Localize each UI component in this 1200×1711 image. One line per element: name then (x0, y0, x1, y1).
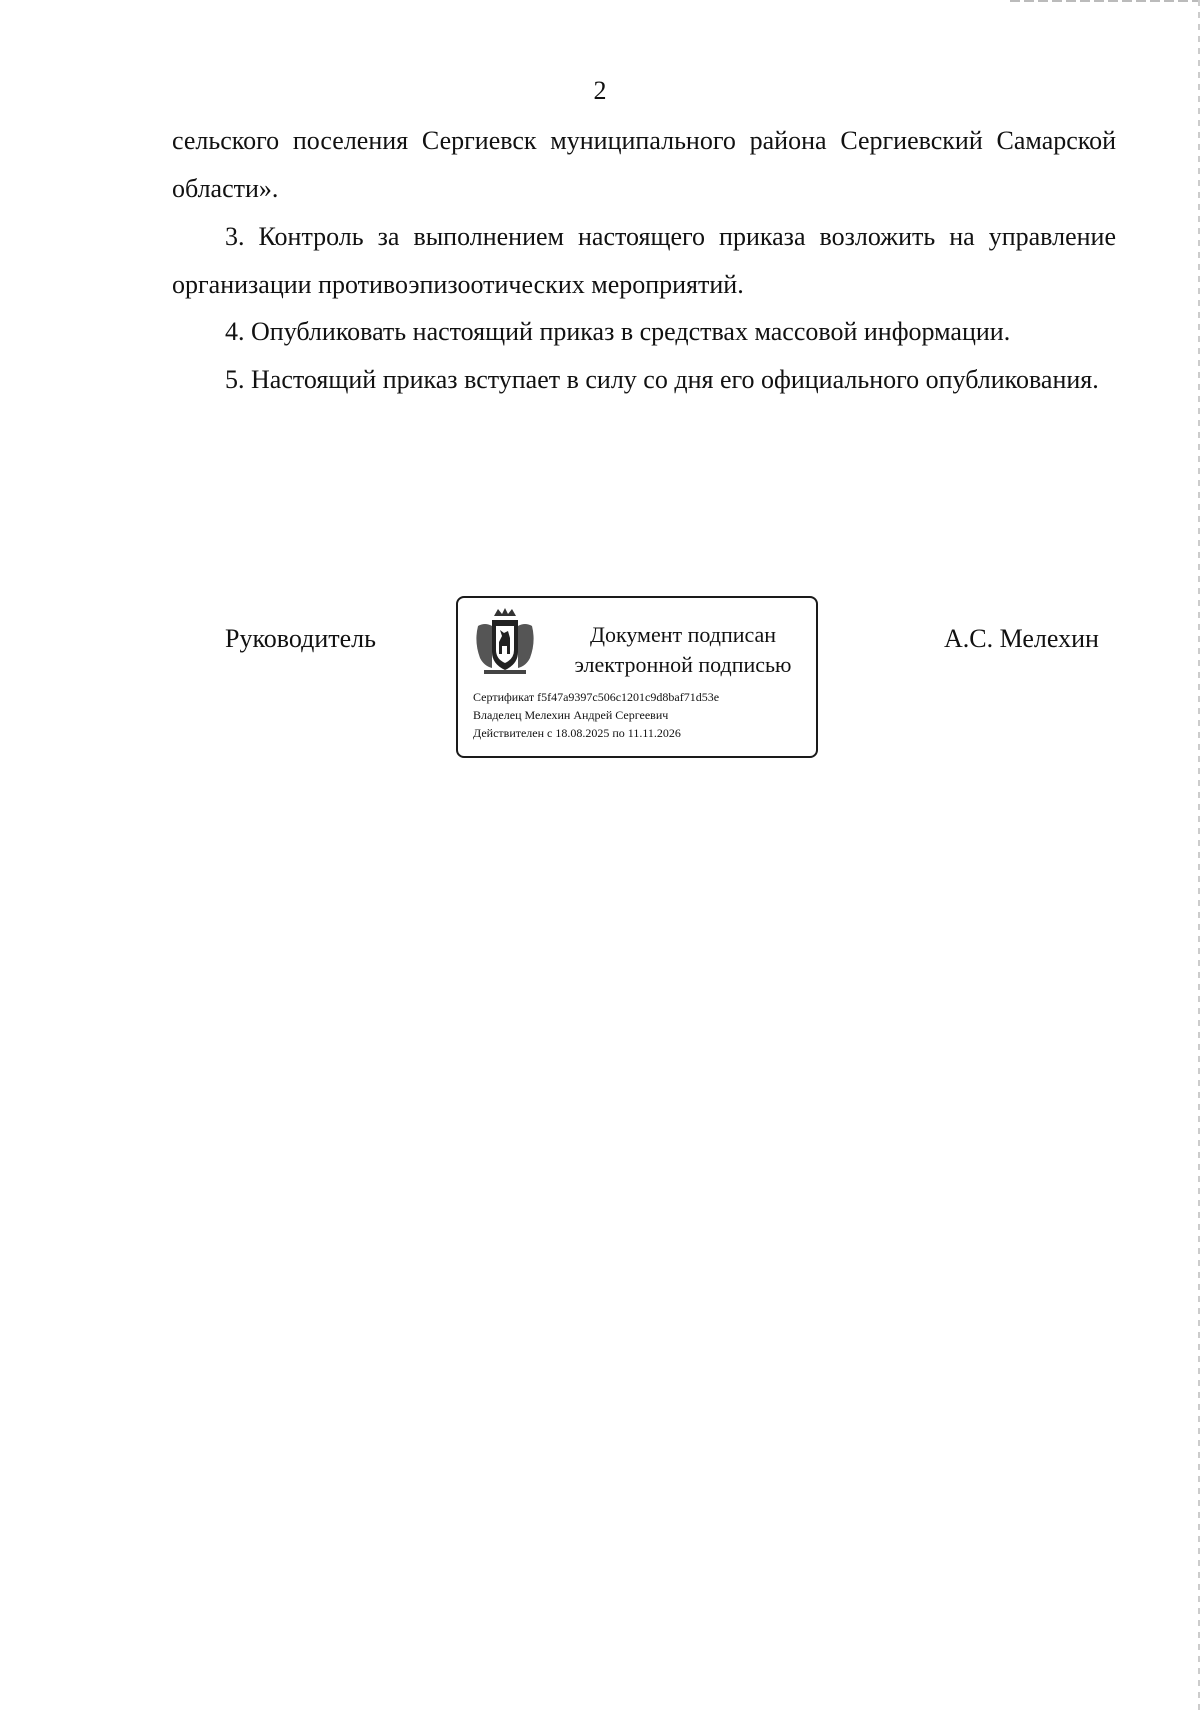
paragraph-continuation: сельского поселения Сергиевск муниципального района Сергиевский Самарской области». (172, 126, 1116, 203)
regional-coat-of-arms-icon (472, 606, 538, 676)
paragraph-item-4: 4. Опубликовать настоящий приказ в средствах массовой информации. (225, 317, 1011, 346)
stamp-certificate: Сертификат f5f47a9397c506c1201c9d8baf71d53e (473, 690, 720, 704)
electronic-signature-stamp (456, 596, 818, 758)
stamp-title-line-1: Документ подписан (589, 622, 777, 647)
paragraph-item-3: 3. Контроль за выполнением настоящего приказа возложить на управление организации противоэпизоотических мероприятий. (172, 222, 1116, 299)
stamp-title-line-2: электронной подписью (574, 652, 792, 677)
signer-name: А.С. Мелехин (944, 624, 1099, 653)
stamp-details (473, 688, 719, 742)
page-number: 2 (593, 76, 607, 105)
stamp-validity: Действителен с 18.08.2025 по 11.11.2026 (473, 726, 681, 740)
stamp-owner: Владелец Мелехин Андрей Сергеевич (473, 708, 669, 722)
paragraph-item-5: 5. Настоящий приказ вступает в силу со дня его официального опубликования. (225, 365, 1099, 394)
scan-edge-line (1010, 0, 1200, 2)
stamp-title (553, 620, 813, 680)
signer-role: Руководитель (225, 624, 376, 653)
